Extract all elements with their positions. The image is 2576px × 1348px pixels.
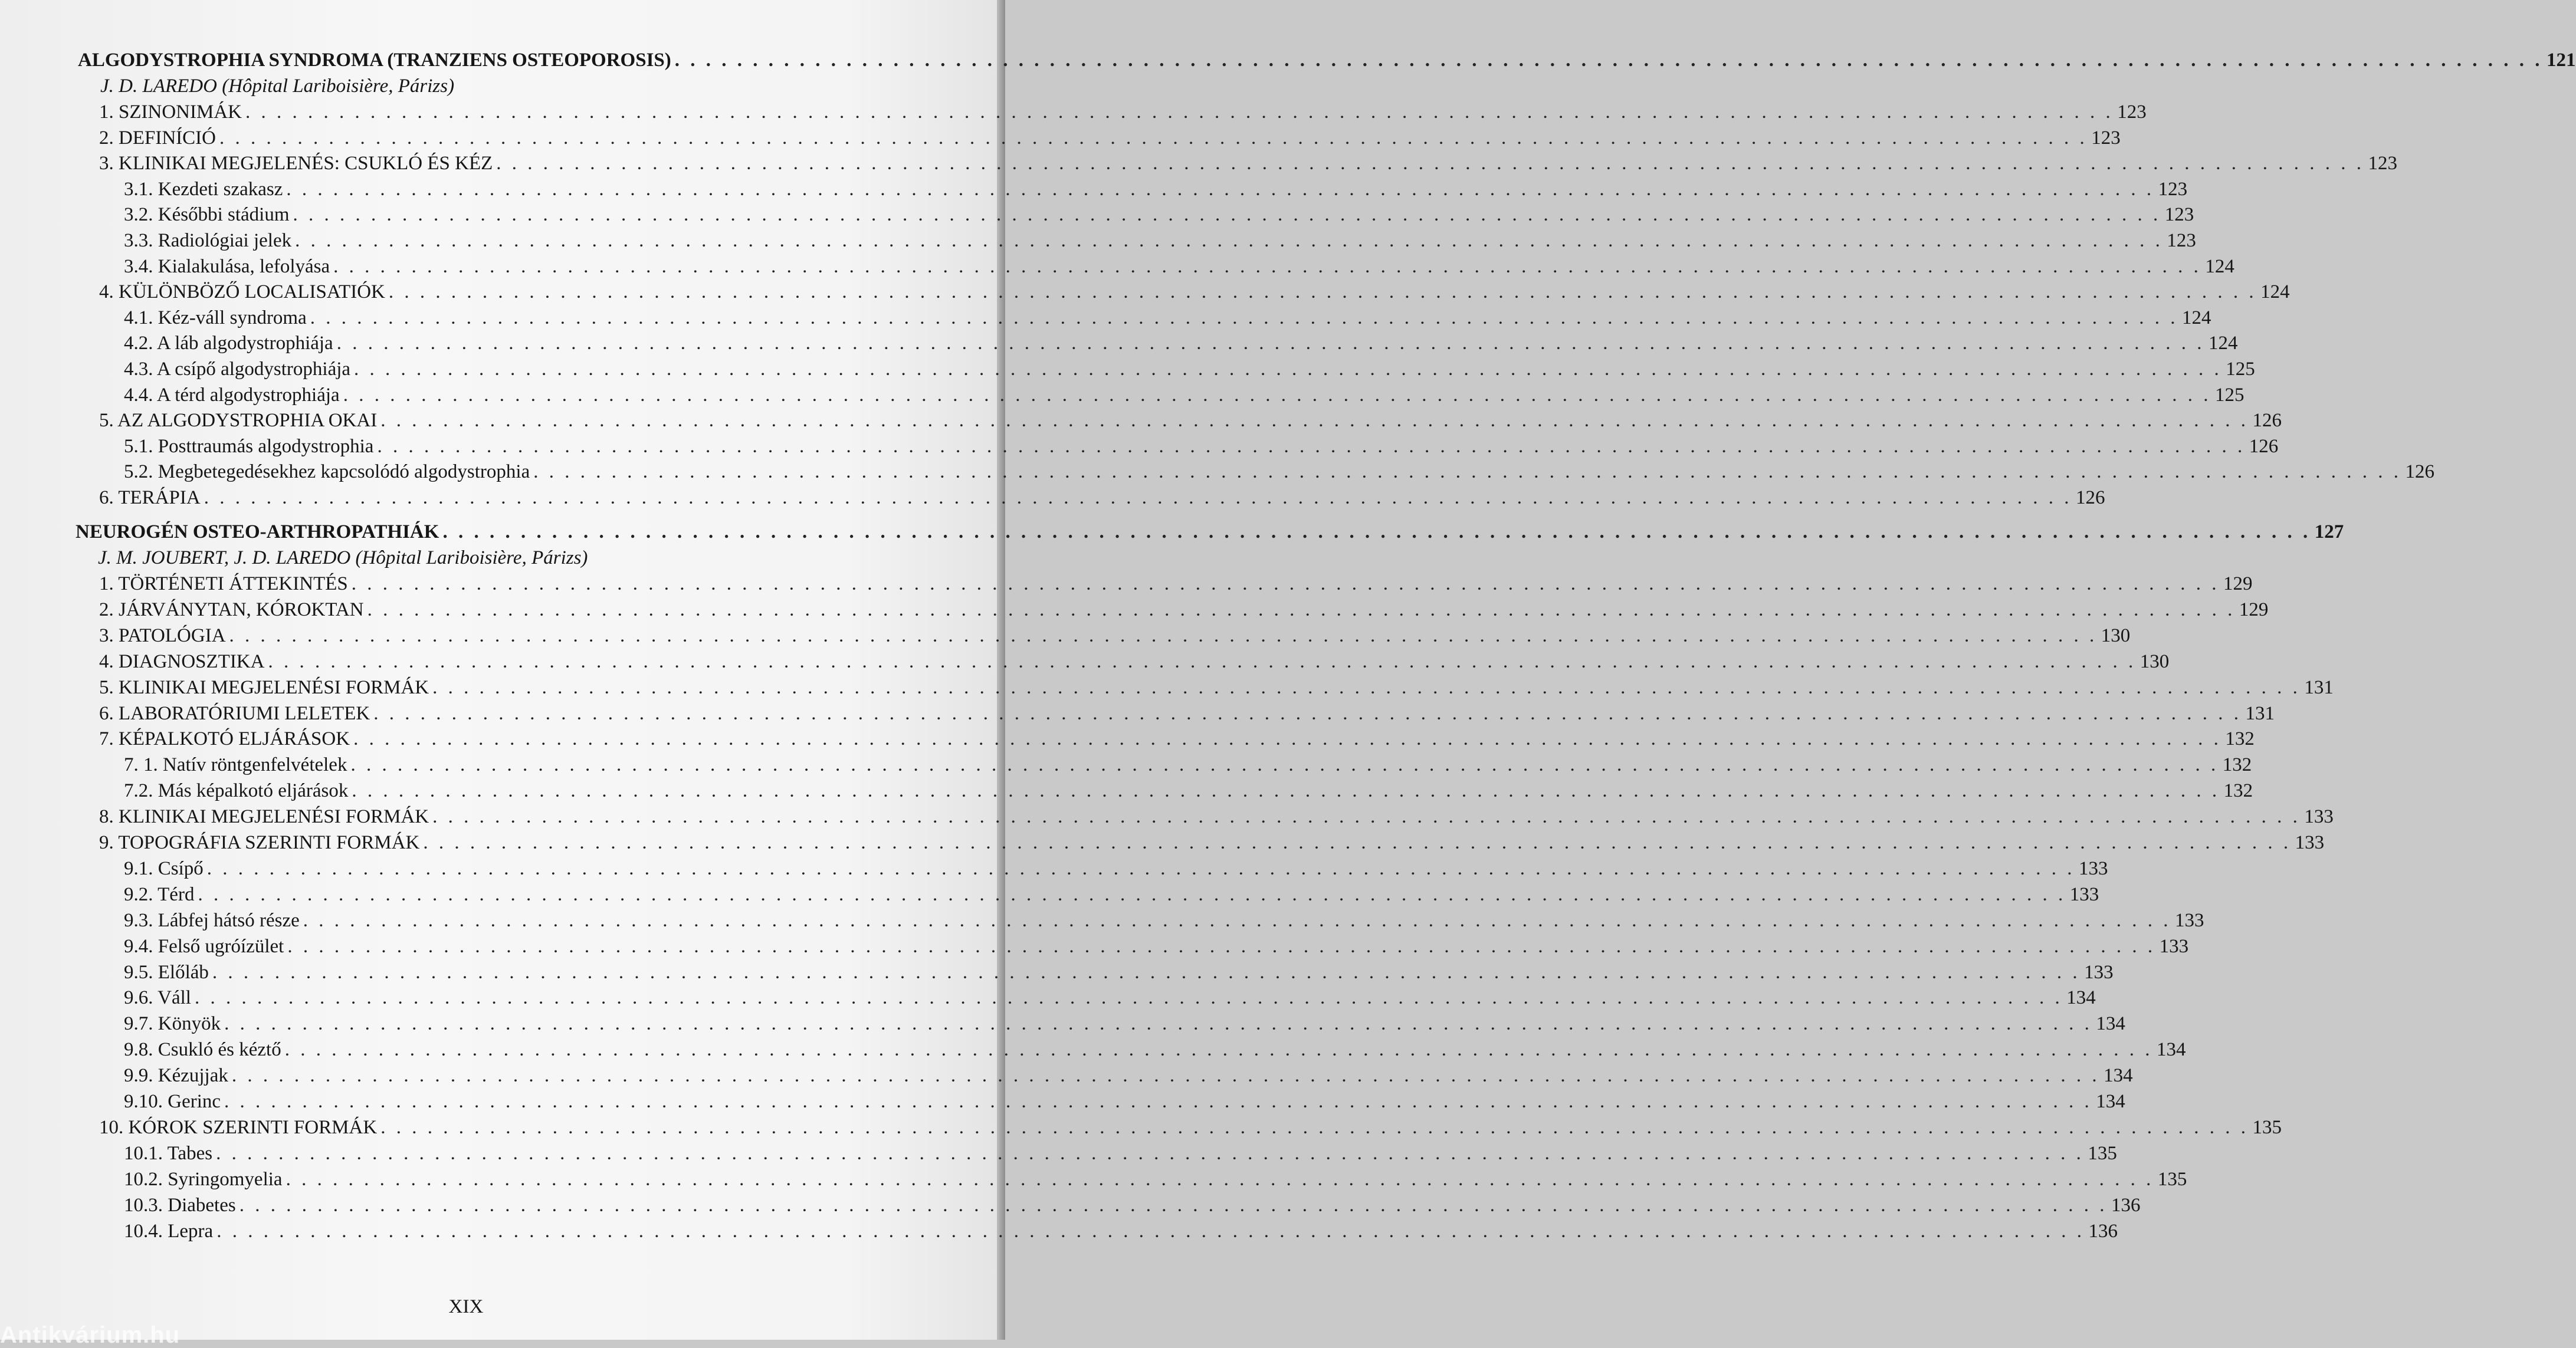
dot-leader: . . . . . . . . . . . . . . . . . . . . . . . . . . . . . . . . . . . . . . . . . . . . . . . . . . . . . . . . . . . . . . . . . . . . . . . . . . . . . . . . . . . . . . . . . . . . . . . . . . . . . . . . . . . . . . . . . . . . . . . .: [377, 436, 2246, 457]
toc-entry-page: 132: [2223, 780, 2253, 801]
toc-entry: [124, 854, 2108, 880]
toc-entry-label: 6. LABORATÓRIUMI LELETEK: [99, 703, 370, 724]
dot-leader: . . . . . . . . . . . . . . . . . . . . . . . . . . . . . . . . . . . . . . . . . . . . . . . . . . . . . . . . . . . . . . . . . . . . . . . . . . . . . . . . . . . . . . . . . . . . . . . . . . . . . . . . . . . . . . . . . . . . . . . .: [216, 1143, 2084, 1164]
toc-entry: [99, 98, 2147, 124]
dot-leader: . . . . . . . . . . . . . . . . . . . . . . . . . . . . . . . . . . . . . . . . . . . . . . . . . . . . . . . . . . . . . . . . . . . . . . . . . . . . . . . . . . . . . . . . . . . . . . . . . . . . . . . . . . . . . . . . . . . . . . . .: [224, 1013, 2092, 1034]
toc-entry: [124, 751, 2252, 777]
toc-entry: [99, 673, 2334, 699]
dot-leader: . . . . . . . . . . . . . . . . . . . . . . . . . . . . . . . . . . . . . . . . . . . . . . . . . . . . . . . . . . . . . . . . . . . . . . . . . . . . . . . . . . . . . . . . . . . . . . . . . . . . . . . . . . . . . . . . . . . . . . . .: [432, 677, 2301, 698]
toc-entry-page: 126: [2252, 410, 2282, 431]
toc-entry: [124, 200, 2194, 226]
toc-entry-page: 124: [2205, 256, 2234, 277]
dot-leader: . . . . . . . . . . . . . . . . . . . . . . . . . . . . . . . . . . . . . . . . . . . . . . . . . . . . . . . . . . . . . . . . . . . . . . . . . . . . . . . . . . . . . . . . . . . . . . . . . . . . . . . . . . . . . . . . . . . . . . . .: [286, 1169, 2154, 1190]
toc-entry-page: 123: [2368, 153, 2398, 174]
dot-leader: . . . . . . . . . . . . . . . . . . . . . . . . . . . . . . . . . . . . . . . . . . . . . . . . . . . . . . . . . . . . . . . . . . . . . . . . . . . . . . . . . . . . . . . . . . . . . . . . . . . . . . . . . . . . . . . . . . . . . . . .: [333, 256, 2201, 277]
dot-leader: . . . . . . . . . . . . . . . . . . . . . . . . . . . . . . . . . . . . . . . . . . . . . . . . . . . . . . . . . . . . . . . . . . . . . . . . . . . . . . . . . . . . . . . . . . . . . . . . . . . . . . . . . . . . . . . . . . . . . . . .: [286, 179, 2155, 200]
toc-entry: [99, 699, 2275, 725]
toc-entry: [99, 725, 2255, 751]
toc-entry: [124, 1165, 2187, 1191]
toc-entry-label: 3. PATOLÓGIA: [99, 625, 226, 646]
toc-entry-page: 133: [2069, 884, 2099, 905]
toc-entry-page: 123: [2091, 127, 2121, 149]
dot-leader: . . . . . . . . . . . . . . . . . . . . . . . . . . . . . . . . . . . . . . . . . . . . . . . . . . . . . . . . . . . . . . . . . . . . . . . . . . . . . . . . . . . . . . . . . . . . . . . . . . . . . . . . . . . . . . . . . . . . . . . .: [303, 910, 2171, 931]
dot-leader: . . . . . . . . . . . . . . . . . . . . . . . . . . . . . . . . . . . . . . . . . . . . . . . . . . . . . . . . . . . . . . . . . . . . . . . . . . . . . . . . . . . . . . . . . . . . . . . . . . . . . . . . . . . . . . . . . . . . . . . .: [206, 858, 2075, 879]
toc-entry: [99, 570, 2253, 596]
dot-leader: . . . . . . . . . . . . . . . . . . . . . . . . . . . . . . . . . . . . . . . . . . . . . . . . . . . . . . . . . . . . . . . . . . . . . . . . . . . . . . . . . . . . . . . . . . . . . . . . . . . . . . . . . . . . . . . . . . . . . . . .: [442, 521, 2311, 543]
toc-entry: [99, 803, 2334, 828]
toc-entry-label: 9.10. Gerinc: [124, 1091, 221, 1112]
dot-leader: . . . . . . . . . . . . . . . . . . . . . . . . . . . . . . . . . . . . . . . . . . . . . . . . . . . . . . . . . . . . . . . . . . . . . . . . . . . . . . . . . . . . . . . . . . . . . . . . . . . . . . . . . . . . . . . . . . . . . . . .: [351, 573, 2220, 594]
toc-entry-label: 9.7. Könyök: [124, 1013, 221, 1034]
dot-leader: . . . . . . . . . . . . . . . . . . . . . . . . . . . . . . . . . . . . . . . . . . . . . . . . . . . . . . . . . . . . . . . . . . . . . . . . . . . . . . . . . . . . . . . . . . . . . . . . . . . . . . . . . . . . . . . . . . . . . . . .: [373, 703, 2242, 724]
toc-entry: [99, 647, 2170, 673]
toc-section-title: [76, 518, 2344, 544]
section-page-number: 127: [2314, 521, 2344, 543]
toc-entry-label: 9.2. Térd: [124, 884, 195, 905]
toc-entry-label: 9.8. Csukló és kéztő: [124, 1039, 281, 1060]
dot-leader: . . . . . . . . . . . . . . . . . . . . . . . . . . . . . . . . . . . . . . . . . . . . . . . . . . . . . . . . . . . . . . . . . . . . . . . . . . . . . . . . . . . . . . . . . . . . . . . . . . . . . . . . . . . . . . . . . . . . . . . .: [380, 1117, 2249, 1138]
dot-leader: . . . . . . . . . . . . . . . . . . . . . . . . . . . . . . . . . . . . . . . . . . . . . . . . . . . . . . . . . . . . . . . . . . . . . . . . . . . . . . . . . . . . . . . . . . . . . . . . . . . . . . . . . . . . . . . . . . . . . . . .: [352, 780, 2220, 801]
toc-entry-label: 4. KÜLÖNBÖZŐ LOCALISATIÓK: [99, 281, 385, 303]
dot-leader: . . . . . . . . . . . . . . . . . . . . . . . . . . . . . . . . . . . . . . . . . . . . . . . . . . . . . . . . . . . . . . . . . . . . . . . . . . . . . . . . . . . . . . . . . . . . . . . . . . . . . . . . . . . . . . . . . . . . . . . .: [354, 359, 2222, 380]
toc-entry: [124, 329, 2238, 355]
toc-entry-page: 131: [2304, 677, 2334, 698]
toc-entry: [99, 484, 2105, 509]
toc-entry-label: 3.1. Kezdeti szakasz: [124, 179, 283, 200]
toc-entry-page: 124: [2208, 333, 2238, 354]
dot-leader: . . . . . . . . . . . . . . . . . . . . . . . . . . . . . . . . . . . . . . . . . . . . . . . . . . . . . . . . . . . . . . . . . . . . . . . . . . . . . . . . . . . . . . . . . . . . . . . . . . . . . . . . . . . . . . . . . . . . . . . .: [350, 754, 2219, 775]
toc-entry-label: 3.3. Radiológiai jelek: [124, 230, 292, 251]
toc-entry-label: 10.4. Lepra: [124, 1221, 214, 1242]
toc-entry: [124, 777, 2253, 803]
toc-entry-label: 4.2. A láb algodystrophiája: [124, 333, 333, 354]
toc-entry-label: 5. AZ ALGODYSTROPHIA OKAI: [99, 410, 378, 431]
toc-entry-page: 135: [2157, 1169, 2187, 1190]
dot-leader: . . . . . . . . . . . . . . . . . . . . . . . . . . . . . . . . . . . . . . . . . . . . . . . . . . . . . . . . . . . . . . . . . . . . . . . . . . . . . . . . . . . . . . . . . . . . . . . . . . . . . . . . . . . . . . . . . . . . . . . .: [204, 487, 2072, 508]
toc-entry: [99, 1113, 2282, 1139]
toc-entry-page: 131: [2245, 703, 2275, 724]
toc-entry-page: 133: [2175, 910, 2204, 931]
toc-entry-label: 7. 1. Natív röntgenfelvételek: [124, 754, 347, 775]
toc-entry-label: 4.4. A térd algodystrophiája: [124, 384, 340, 406]
toc-entry-page: 135: [2088, 1143, 2117, 1164]
toc-entry: [124, 1061, 2133, 1087]
toc-entry-page: 133: [2079, 858, 2108, 879]
toc-entry-page: 123: [2158, 179, 2188, 200]
toc-entry: [99, 596, 2269, 622]
toc-entry-page: 126: [2249, 436, 2279, 457]
toc-entry-label: 9.9. Kézujjak: [124, 1065, 228, 1086]
toc-entry-page: 134: [2156, 1039, 2186, 1060]
toc-entry-label: 4. DIAGNOSZTIKA: [99, 651, 265, 672]
dot-leader: . . . . . . . . . . . . . . . . . . . . . . . . . . . . . . . . . . . . . . . . . . . . . . . . . . . . . . . . . . . . . . . . . . . . . . . . . . . . . . . . . . . . . . . . . . . . . . . . . . . . . . . . . . . . . . . . . . . . . . . .: [219, 127, 2088, 149]
dot-leader: . . . . . . . . . . . . . . . . . . . . . . . . . . . . . . . . . . . . . . . . . . . . . . . . . . . . . . . . . . . . . . . . . . . . . . . . . . . . . . . . . . . . . . . . . . . . . . . . . . . . . . . . . . . . . . . . . . . . . . . .: [432, 806, 2301, 827]
toc-section-title: [78, 46, 2576, 72]
toc-entry: [124, 381, 2244, 407]
dot-leader: . . . . . . . . . . . . . . . . . . . . . . . . . . . . . . . . . . . . . . . . . . . . . . . . . . . . . . . . . . . . . . . . . . . . . . . . . . . . . . . . . . . . . . . . . . . . . . . . . . . . . . . . . . . . . . . . . . . . . . . .: [245, 101, 2114, 123]
toc-entry-page: 133: [2295, 832, 2325, 853]
toc-entry: [124, 355, 2255, 381]
toc-entry-page: 133: [2084, 962, 2114, 983]
dot-leader: . . . . . . . . . . . . . . . . . . . . . . . . . . . . . . . . . . . . . . . . . . . . . . . . . . . . . . . . . . . . . . . . . . . . . . . . . . . . . . . . . . . . . . . . . . . . . . . . . . . . . . . . . . . . . . . . . . . . . . . .: [284, 1039, 2153, 1060]
toc-entry-page: 126: [2076, 487, 2105, 508]
toc-entry: [124, 432, 2279, 458]
toc-entry-page: 133: [2159, 936, 2189, 957]
toc-entry-page: 134: [2096, 1013, 2125, 1034]
dot-leader: . . . . . . . . . . . . . . . . . . . . . . . . . . . . . . . . . . . . . . . . . . . . . . . . . . . . . . . . . . . . . . . . . . . . . . . . . . . . . . . . . . . . . . . . . . . . . . . . . . . . . . . . . . . . . . . . . . . . . . . .: [423, 832, 2292, 853]
section-author: J. D. LAREDO (Hôpital Lariboisière, Párizs): [100, 75, 455, 97]
toc-entry-label: 3. KLINIKAI MEGJELENÉS: CSUKLÓ ÉS KÉZ: [99, 153, 493, 174]
dot-leader: . . . . . . . . . . . . . . . . . . . . . . . . . . . . . . . . . . . . . . . . . . . . . . . . . . . . . . . . . . . . . . . . . . . . . . . . . . . . . . . . . . . . . . . . . . . . . . . . . . . . . . . . . . . . . . . . . . . . . . . .: [496, 153, 2365, 174]
toc-entry-label: 8. KLINIKAI MEGJELENÉSI FORMÁK: [99, 806, 429, 827]
toc-entry-label: 1. SZINONIMÁK: [99, 101, 242, 123]
toc-entry-label: 5.1. Posttraumás algodystrophia: [124, 436, 374, 457]
toc-entry-label: 5. KLINIKAI MEGJELENÉSI FORMÁK: [99, 677, 429, 698]
toc-entry-label: 10.3. Diabetes: [124, 1195, 236, 1216]
toc-entry: [99, 149, 2398, 175]
toc-entry-label: 5.2. Megbetegedésekhez kapcsolódó algodystrophia: [124, 461, 530, 482]
toc-entry: [99, 406, 2282, 432]
toc-entry-page: 125: [2214, 384, 2244, 406]
toc-entry: [124, 458, 2434, 484]
toc-entry-page: 133: [2304, 806, 2334, 827]
toc-entry-label: 10. KÓROK SZERINTI FORMÁK: [99, 1117, 378, 1138]
toc-entry: [124, 1139, 2117, 1165]
dot-leader: . . . . . . . . . . . . . . . . . . . . . . . . . . . . . . . . . . . . . . . . . . . . . . . . . . . . . . . . . . . . . . . . . . . . . . . . . . . . . . . . . . . . . . . . . . . . . . . . . . . . . . . . . . . . . . . . . . . . . . . .: [353, 728, 2221, 749]
toc-entry: [124, 880, 2099, 906]
toc-entry-page: 136: [2088, 1221, 2118, 1242]
toc-entry-label: 10.1. Tabes: [124, 1143, 213, 1164]
watermark-logo: Antikvárium.hu: [0, 1322, 181, 1348]
dot-leader: . . . . . . . . . . . . . . . . . . . . . . . . . . . . . . . . . . . . . . . . . . . . . . . . . . . . . . . . . . . . . . . . . . . . . . . . . . . . . . . . . . . . . . . . . . . . . . . . . . . . . . . . . . . . . . . . . . . . . . . .: [310, 307, 2178, 328]
toc-entry-label: 4.1. Kéz-váll syndroma: [124, 307, 307, 328]
toc-entry-page: 132: [2225, 728, 2255, 749]
toc-entry: [99, 622, 2131, 647]
toc-entry-label: 1. TÖRTÉNETI ÁTTEKINTÉS: [99, 573, 348, 594]
toc-entry-page: 129: [2239, 599, 2269, 620]
toc-entry-label: 2. DEFINÍCIÓ: [99, 127, 216, 149]
toc-entry-label: 2. JÁRVÁNYTAN, KÓROKTAN: [99, 599, 364, 620]
dot-leader: . . . . . . . . . . . . . . . . . . . . . . . . . . . . . . . . . . . . . . . . . . . . . . . . . . . . . . . . . . . . . . . . . . . . . . . . . . . . . . . . . . . . . . . . . . . . . . . . . . . . . . . . . . . . . . . . . . . . . . . .: [380, 410, 2249, 431]
dot-leader: . . . . . . . . . . . . . . . . . . . . . . . . . . . . . . . . . . . . . . . . . . . . . . . . . . . . . . . . . . . . . . . . . . . . . . . . . . . . . . . . . . . . . . . . . . . . . . . . . . . . . . . . . . . . . . . . . . . . . . . .: [198, 884, 2066, 905]
toc-entry-label: 3.4. Kialakulása, lefolyása: [124, 256, 330, 277]
dot-leader: . . . . . . . . . . . . . . . . . . . . . . . . . . . . . . . . . . . . . . . . . . . . . . . . . . . . . . . . . . . . . . . . . . . . . . . . . . . . . . . . . . . . . . . . . . . . . . . . . . . . . . . . . . . . . . . . . . . . . . . .: [336, 333, 2205, 354]
toc-entry: [99, 124, 2121, 150]
dot-leader: . . . . . . . . . . . . . . . . . . . . . . . . . . . . . . . . . . . . . . . . . . . . . . . . . . . . . . . . . . . . . . . . . . . . . . . . . . . . . . . . . . . . . . . . . . . . . . . . . . . . . . . . . . . . . . . . . . . . . . . .: [231, 1065, 2100, 1086]
toc-entry-page: 123: [2167, 230, 2196, 251]
toc-entry-page: 134: [2096, 1091, 2125, 1112]
toc-entry: [124, 906, 2204, 932]
toc-entry: [124, 932, 2189, 958]
toc-entry-label: 9.6. Váll: [124, 987, 191, 1008]
toc-entry-page: 123: [2164, 204, 2194, 225]
dot-leader: . . . . . . . . . . . . . . . . . . . . . . . . . . . . . . . . . . . . . . . . . . . . . . . . . . . . . . . . . . . . . . . . . . . . . . . . . . . . . . . . . . . . . . . . . . . . . . . . . . . . . . . . . . . . . . . . . . . . . . . .: [388, 281, 2257, 303]
toc-entry: [124, 1191, 2141, 1217]
toc-entry-page: 132: [2222, 754, 2252, 775]
toc-entry: [124, 958, 2114, 984]
toc-entry-page: 130: [2101, 625, 2131, 646]
toc-entry-page: 124: [2182, 307, 2211, 328]
toc-entry-label: 9.3. Lábfej hátsó része: [124, 910, 300, 931]
toc-entry-label: 6. TERÁPIA: [99, 487, 201, 508]
toc-entry-page: 135: [2252, 1117, 2282, 1138]
toc-entry-page: 134: [2066, 987, 2096, 1008]
toc-entry-page: 130: [2139, 651, 2170, 672]
section-title-text: NEUROGÉN OSTEO-ARTHROPATHIÁK: [76, 521, 439, 543]
dot-leader: . . . . . . . . . . . . . . . . . . . . . . . . . . . . . . . . . . . . . . . . . . . . . . . . . . . . . . . . . . . . . . . . . . . . . . . . . . . . . . . . . . . . . . . . . . . . . . . . . . . . . . . . . . . . . . . . . . . . . . . .: [194, 987, 2063, 1008]
dot-leader: . . . . . . . . . . . . . . . . . . . . . . . . . . . . . . . . . . . . . . . . . . . . . . . . . . . . . . . . . . . . . . . . . . . . . . . . . . . . . . . . . . . . . . . . . . . . . . . . . . . . . . . . . . . . . . . . . . . . . . . .: [287, 936, 2156, 957]
toc-entry: [124, 304, 2211, 330]
section-author: J. M. JOUBERT, J. D. LAREDO (Hôpital Lariboisière, Párizs): [98, 547, 588, 568]
dot-leader: . . . . . . . . . . . . . . . . . . . . . . . . . . . . . . . . . . . . . . . . . . . . . . . . . . . . . . . . . . . . . . . . . . . . . . . . . . . . . . . . . . . . . . . . . . . . . . . . . . . . . . . . . . . . . . . . . . . . . . . .: [295, 230, 2163, 251]
toc-entry: [124, 1217, 2118, 1243]
toc-entry-label: 10.2. Syringomyelia: [124, 1169, 283, 1190]
toc-entry-label: 9.5. Előláb: [124, 962, 209, 983]
dot-leader: . . . . . . . . . . . . . . . . . . . . . . . . . . . . . . . . . . . . . . . . . . . . . . . . . . . . . . . . . . . . . . . . . . . . . . . . . . . . . . . . . . . . . . . . . . . . . . . . . . . . . . . . . . . . . . . . . . . . . . . .: [268, 651, 2137, 672]
toc-entry-label: 7.2. Más képalkotó eljárások: [124, 780, 349, 801]
section-page-number: 121: [2547, 50, 2576, 71]
dot-leader: . . . . . . . . . . . . . . . . . . . . . . . . . . . . . . . . . . . . . . . . . . . . . . . . . . . . . . . . . . . . . . . . . . . . . . . . . . . . . . . . . . . . . . . . . . . . . . . . . . . . . . . . . . . . . . . . . . . . . . . .: [533, 461, 2401, 482]
dot-leader: . . . . . . . . . . . . . . . . . . . . . . . . . . . . . . . . . . . . . . . . . . . . . . . . . . . . . . . . . . . . . . . . . . . . . . . . . . . . . . . . . . . . . . . . . . . . . . . . . . . . . . . . . . . . . . . . . . . . . . . .: [239, 1195, 2108, 1216]
toc-entry-label: 3.2. Későbbi stádium: [124, 204, 290, 225]
dot-leader: . . . . . . . . . . . . . . . . . . . . . . . . . . . . . . . . . . . . . . . . . . . . . . . . . . . . . . . . . . . . . . . . . . . . . . . . . . . . . . . . . . . . . . . . . . . . . . . . . . . . . . . . . . . . . . . . . . . . . . . .: [224, 1091, 2092, 1112]
toc-entry: [124, 252, 2234, 278]
toc-entry-label: 9. TOPOGRÁFIA SZERINTI FORMÁK: [99, 832, 420, 853]
toc-entry-label: 9.1. Csípő: [124, 858, 204, 879]
page-folio: XIX: [448, 1296, 484, 1317]
dot-leader: . . . . . . . . . . . . . . . . . . . . . . . . . . . . . . . . . . . . . . . . . . . . . . . . . . . . . . . . . . . . . . . . . . . . . . . . . . . . . . . . . . . . . . . . . . . . . . . . . . . . . . . . . . . . . . . . . . . . . . . .: [343, 384, 2211, 406]
toc-entry: [124, 1087, 2125, 1113]
toc-entry: [124, 1035, 2186, 1061]
toc-entry-page: 136: [2111, 1195, 2141, 1216]
dot-leader: . . . . . . . . . . . . . . . . . . . . . . . . . . . . . . . . . . . . . . . . . . . . . . . . . . . . . . . . . . . . . . . . . . . . . . . . . . . . . . . . . . . . . . . . . . . . . . . . . . . . . . . . . . . . . . . . . . . . . . . .: [229, 625, 2098, 646]
toc-entry-page: 134: [2104, 1065, 2133, 1086]
toc-entry-label: 4.3. A csípő algodystrophiája: [124, 359, 351, 380]
dot-leader: . . . . . . . . . . . . . . . . . . . . . . . . . . . . . . . . . . . . . . . . . . . . . . . . . . . . . . . . . . . . . . . . . . . . . . . . . . . . . . . . . . . . . . . . . . . . . . . . . . . . . . . . . . . . . . . . . . . . . . . .: [216, 1221, 2085, 1242]
toc-entry: [124, 226, 2196, 252]
dot-leader: . . . . . . . . . . . . . . . . . . . . . . . . . . . . . . . . . . . . . . . . . . . . . . . . . . . . . . . . . . . . . . . . . . . . . . . . . . . . . . . . . . . . . . . . . . . . . . . . . . . . . . . . . . . . . . . . . . . . . . . .: [293, 204, 2161, 225]
dot-leader: . . . . . . . . . . . . . . . . . . . . . . . . . . . . . . . . . . . . . . . . . . . . . . . . . . . . . . . . . . . . . . . . . . . . . . . . . . . . . . . . . . . . . . . . . . . . . . . . . . . . . . . . . . . . . . . . . . . . . . . .: [367, 599, 2236, 620]
toc-entry: [99, 278, 2290, 304]
dot-leader: . . . . . . . . . . . . . . . . . . . . . . . . . . . . . . . . . . . . . . . . . . . . . . . . . . . . . . . . . . . . . . . . . . . . . . . . . . . . . . . . . . . . . . . . . . . . . . . . . . . . . . . . . . . . . . . . . . . . . . . .: [212, 962, 2081, 983]
section-title-text: ALGODYSTROPHIA SYNDROMA (TRANZIENS OSTEOPOROSIS): [78, 50, 671, 71]
toc-entry-label: 7. KÉPALKOTÓ ELJÁRÁSOK: [99, 728, 350, 749]
dot-leader: . . . . . . . . . . . . . . . . . . . . . . . . . . . . . . . . . . . . . . . . . . . . . . . . . . . . . . . . . . . . . . . . . . . . . . . . . . . . . . . . . . . . . . . . . . . . . . . . . . . . . . . . . . . . . . . . . . . . . . . .: [674, 50, 2543, 71]
toc-entry-page: 126: [2405, 461, 2434, 482]
toc-entry: [124, 175, 2188, 201]
toc-entry: [124, 1010, 2125, 1035]
toc-entry-page: 123: [2117, 101, 2147, 123]
toc-entry-page: 129: [2223, 573, 2253, 594]
toc-entry-label: 9.4. Felső ugróízület: [124, 936, 284, 957]
toc-entry: [99, 828, 2325, 854]
toc-entry-page: 125: [2226, 359, 2255, 380]
toc-entry: [124, 984, 2096, 1010]
toc-entry-page: 124: [2260, 281, 2290, 303]
